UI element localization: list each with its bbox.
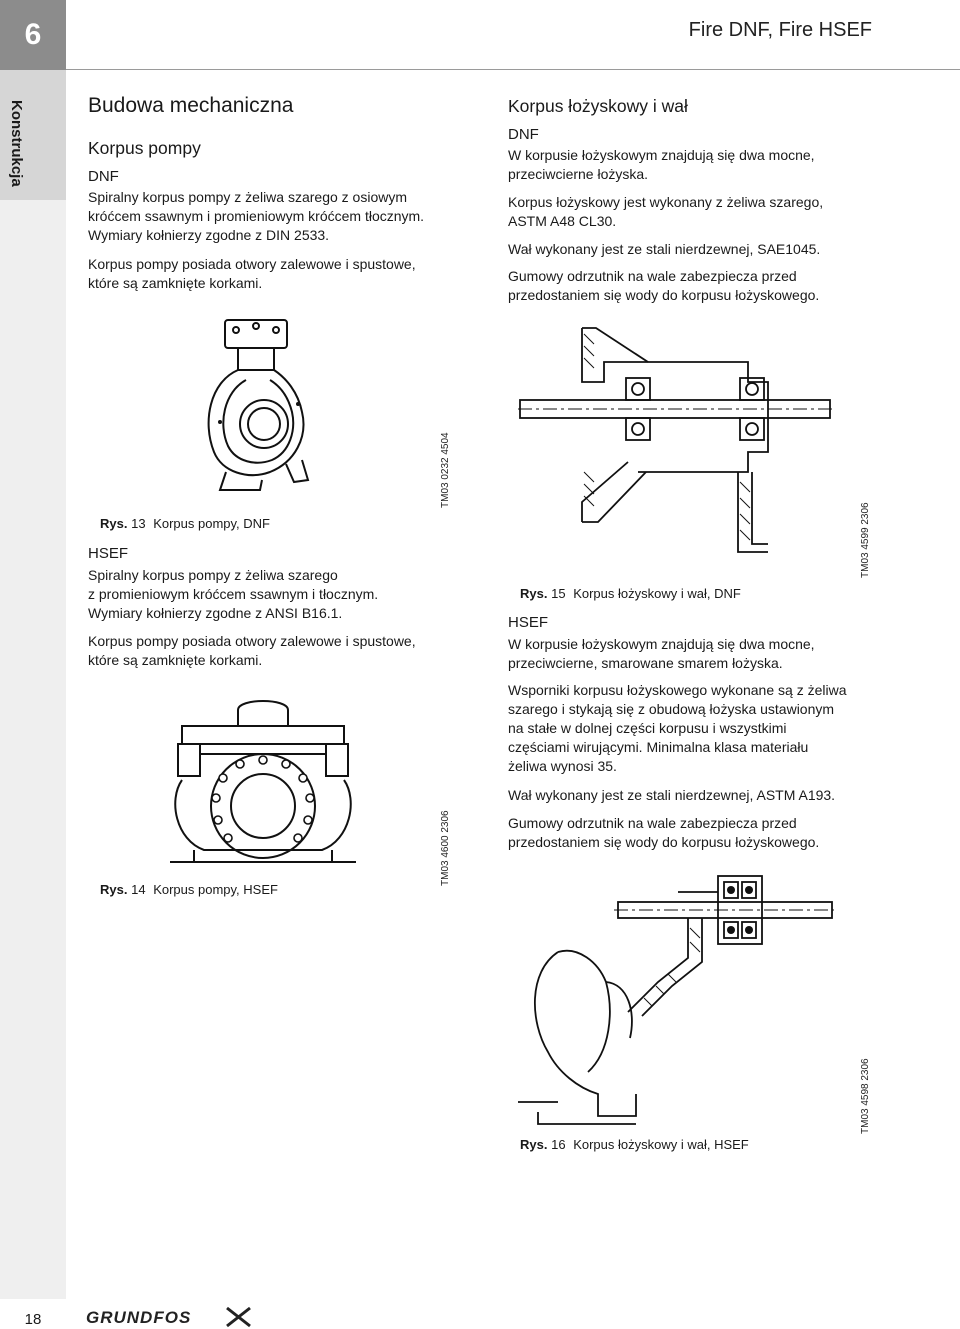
text-line: Wymiary kołnierzy zgodne z DIN 2533. bbox=[88, 227, 330, 243]
grundfos-logo bbox=[86, 1306, 256, 1328]
text-line: Spiralny korpus pompy z żeliwa szarego bbox=[88, 567, 338, 583]
hsef-label: HSEF bbox=[88, 545, 129, 562]
right-hsef-paragraph-1 bbox=[508, 635, 908, 673]
caption-label: Rys. bbox=[100, 516, 128, 531]
right-dnf-paragraph-4 bbox=[508, 267, 908, 305]
side-tab-label: Konstrukcja bbox=[8, 100, 25, 187]
fig14-caption bbox=[100, 882, 278, 897]
text-line: na stałe w dolnej części korpusu i wszystkimi bbox=[508, 720, 787, 736]
document-title: Fire DNF, Fire HSEF bbox=[688, 19, 872, 41]
caption-label: Rys. bbox=[520, 586, 548, 601]
dnf-paragraph-2 bbox=[88, 255, 458, 293]
bearing-housing-hsef-figure bbox=[518, 862, 836, 1134]
text-line: króćcem ssawnym i promieniowym króćcem tłocznym. bbox=[88, 208, 425, 224]
hsef-paragraph-2 bbox=[88, 632, 458, 670]
text-line: W korpusie łożyskowym znajdują się dwa mocne, bbox=[508, 636, 815, 652]
logo-text: GRUNDFOS bbox=[86, 1308, 192, 1327]
pump-heading: Korpus pompy bbox=[88, 138, 201, 158]
caption-number: 16 bbox=[551, 1137, 566, 1152]
right-hsef-paragraph-3 bbox=[508, 786, 908, 805]
caption-number: 15 bbox=[551, 586, 566, 601]
text-line: częściami wirującymi. Minimalna klasa materiału bbox=[508, 739, 809, 755]
text-line: żeliwa wynosi 35. bbox=[508, 758, 617, 774]
right-hsef-label: HSEF bbox=[508, 614, 549, 631]
side-strip bbox=[0, 70, 66, 1299]
pump-casing-hsef-figure bbox=[158, 690, 368, 870]
fig15-tm-code: TM03 4599 2306 bbox=[860, 502, 871, 578]
grundfos-x-icon bbox=[224, 1306, 254, 1328]
hsef-paragraph-1 bbox=[88, 566, 458, 623]
caption-label: Rys. bbox=[100, 882, 128, 897]
fig13-caption bbox=[100, 516, 270, 531]
header-divider bbox=[66, 69, 960, 70]
right-hsef-paragraph-2 bbox=[508, 681, 908, 776]
caption-text: Korpus łożyskowy i wał, DNF bbox=[573, 586, 741, 601]
text-line: W korpusie łożyskowym znajdują się dwa mocne, bbox=[508, 147, 815, 163]
text-line: które są zamknięte korkami. bbox=[88, 275, 263, 291]
text-line: Korpus łożyskowy jest wykonany z żeliwa szarego, bbox=[508, 194, 824, 210]
right-dnf-paragraph-3 bbox=[508, 240, 908, 259]
text-line: przeciwcierne łożyska. bbox=[508, 166, 649, 182]
dnf-paragraph-1 bbox=[88, 188, 458, 245]
fig16-tm-code: TM03 4598 2306 bbox=[860, 1058, 871, 1134]
text-line: ASTM A48 CL30. bbox=[508, 213, 617, 229]
text-line: Gumowy odrzutnik na wale zabezpiecza przed bbox=[508, 268, 797, 284]
main-heading: Budowa mechaniczna bbox=[88, 94, 294, 117]
pump-casing-dnf-figure bbox=[190, 312, 330, 502]
caption-number: 13 bbox=[131, 516, 146, 531]
text-line: Wsporniki korpusu łożyskowego wykonane są z żeliwa bbox=[508, 682, 847, 698]
right-dnf-label: DNF bbox=[508, 126, 539, 143]
bearing-housing-dnf-figure bbox=[518, 322, 836, 578]
text-line: z promieniowym króćcem ssawnym i tłocznym. bbox=[88, 586, 379, 602]
caption-number: 14 bbox=[131, 882, 146, 897]
right-dnf-paragraph-1 bbox=[508, 146, 908, 184]
caption-text: Korpus pompy, DNF bbox=[153, 516, 270, 531]
fig16-caption bbox=[520, 1137, 749, 1152]
dnf-label: DNF bbox=[88, 168, 119, 185]
text-line: Korpus pompy posiada otwory zalewowe i spustowe, bbox=[88, 633, 416, 649]
text-line: które są zamknięte korkami. bbox=[88, 652, 263, 668]
fig13-tm-code: TM03 0232 4504 bbox=[440, 432, 451, 508]
right-dnf-paragraph-2 bbox=[508, 193, 908, 231]
caption-text: Korpus pompy, HSEF bbox=[153, 882, 278, 897]
caption-text: Korpus łożyskowy i wał, HSEF bbox=[573, 1137, 749, 1152]
text-line: Wał wykonany jest ze stali nierdzewnej, ASTM A193. bbox=[508, 787, 836, 803]
text-line: Wymiary kołnierzy zgodne z ANSI B16.1. bbox=[88, 605, 343, 621]
text-line: przeciwcierne, smarowane smarem łożyska. bbox=[508, 655, 783, 671]
text-line: Spiralny korpus pompy z żeliwa szarego z osiowym bbox=[88, 189, 408, 205]
text-line: Wał wykonany jest ze stali nierdzewnej, SAE1045. bbox=[508, 241, 821, 257]
chapter-number-box bbox=[0, 0, 66, 70]
fig14-tm-code: TM03 4600 2306 bbox=[440, 810, 451, 886]
page-number: 18 bbox=[24, 1311, 42, 1328]
text-line: Korpus pompy posiada otwory zalewowe i spustowe, bbox=[88, 256, 416, 272]
fig15-caption bbox=[520, 586, 741, 601]
right-hsef-paragraph-4 bbox=[508, 814, 908, 852]
text-line: szarego i stykają się z obudową łożyska ustawionym bbox=[508, 701, 835, 717]
caption-label: Rys. bbox=[520, 1137, 548, 1152]
text-line: Gumowy odrzutnik na wale zabezpiecza przed bbox=[508, 815, 797, 831]
chapter-number: 6 bbox=[24, 18, 42, 51]
bearing-heading: Korpus łożyskowy i wał bbox=[508, 96, 688, 116]
text-line: przedostaniem się wody do korpusu łożyskowego. bbox=[508, 287, 820, 303]
text-line: przedostaniem się wody do korpusu łożyskowego. bbox=[508, 834, 820, 850]
